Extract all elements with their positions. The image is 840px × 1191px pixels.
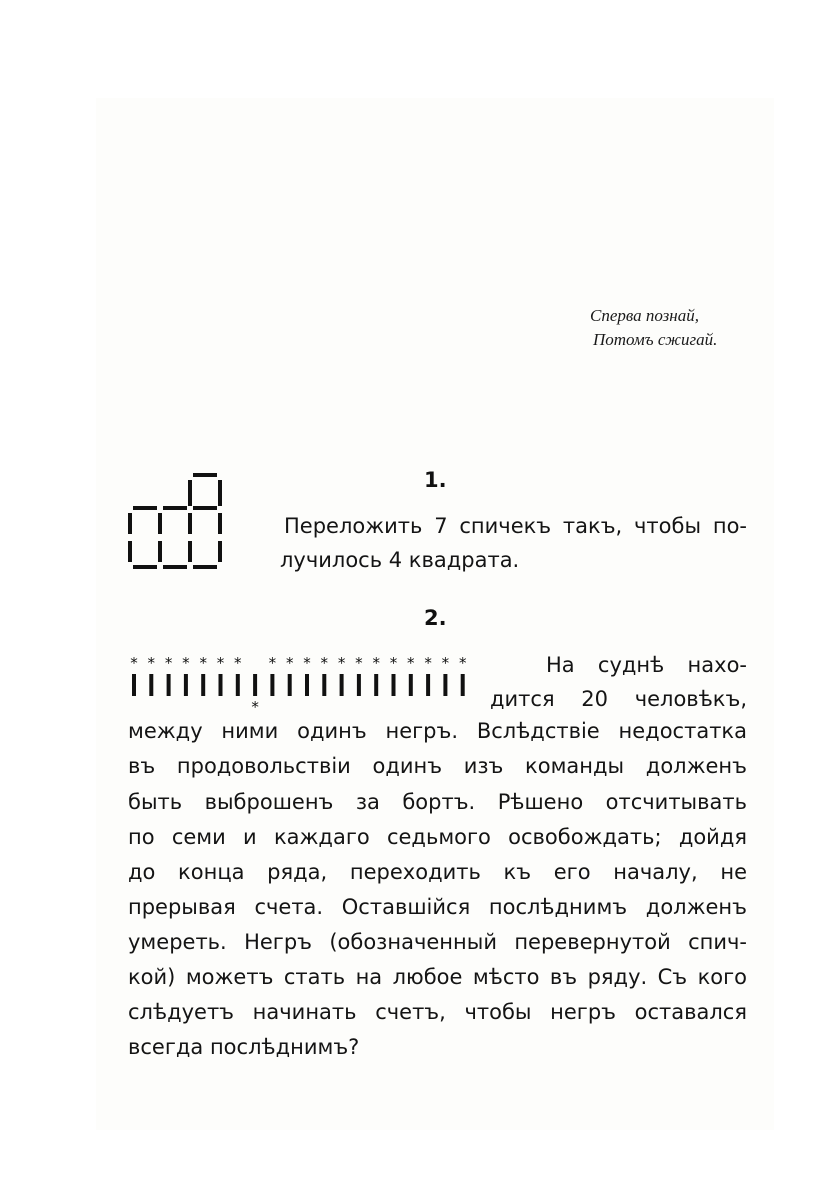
problem-1-number: 1. [424, 468, 447, 492]
match-head: * [147, 654, 156, 672]
paragraph-line: умереть. Негръ (обозначенный перевернутой спич- [128, 930, 747, 954]
paragraph-line: быть выброшенъ за бортъ. Рѣшено отсчитывать [128, 790, 747, 814]
match-head: * [424, 654, 432, 672]
paragraph-line: слѣдуетъ начинать счетъ, чтобы негръ оставался [128, 1000, 747, 1024]
epigraph [590, 304, 717, 352]
problem-2-number: 2. [424, 606, 447, 630]
match-head: * [372, 654, 380, 672]
problem-2-line-1: На суднѣ нахо- [546, 653, 747, 677]
match-head: * [199, 654, 207, 672]
match-head: * [303, 654, 311, 672]
match-head: * [337, 654, 346, 672]
match-head: * [458, 654, 467, 672]
inverted-match-head: * [251, 698, 259, 714]
paragraph-line: по семи и каждаго седьмого освобождать; дойдя [128, 825, 747, 849]
match-head: * [441, 654, 450, 672]
match-head: * [234, 654, 242, 672]
match-head: * [389, 654, 398, 672]
paragraph-line: прерывая счета. Оставшійся послѣднимъ долженъ [128, 895, 747, 919]
match-head: * [164, 654, 173, 672]
match-head: * [216, 654, 225, 672]
match-head: * [355, 654, 363, 672]
match-head: * [130, 654, 138, 672]
problem-1-line-2: лучилось 4 квадрата. [280, 548, 520, 572]
match-head: * [407, 654, 415, 672]
match-head: * [285, 654, 294, 672]
epigraph-line-1: Сперва познай, [590, 306, 699, 325]
match-head: * [320, 654, 329, 672]
match-head: * [182, 654, 190, 672]
matchstick-figure-1 [126, 470, 226, 574]
problem-2-line-2: дится 20 человѣкъ, [490, 687, 747, 711]
paragraph-line: кой) можетъ стать на любое мѣсто въ ряду. Съ кого [128, 965, 747, 989]
paragraph-line: въ продовольствіи одинъ изъ команды долженъ [128, 754, 747, 778]
paragraph-line: между ними одинъ негръ. Вслѣдствіе недостатка [128, 719, 747, 743]
matchstick-figure-2 [126, 652, 476, 714]
epigraph-line-2: Потомъ сжигай. [593, 330, 718, 349]
problem-1-line-1: Переложить 7 спичекъ такъ, чтобы по- [284, 514, 747, 538]
match-head: * [268, 654, 277, 672]
paragraph-line: до конца ряда, переходить къ его началу, не [128, 860, 747, 884]
paragraph-line: всегда послѣднимъ? [128, 1035, 360, 1059]
